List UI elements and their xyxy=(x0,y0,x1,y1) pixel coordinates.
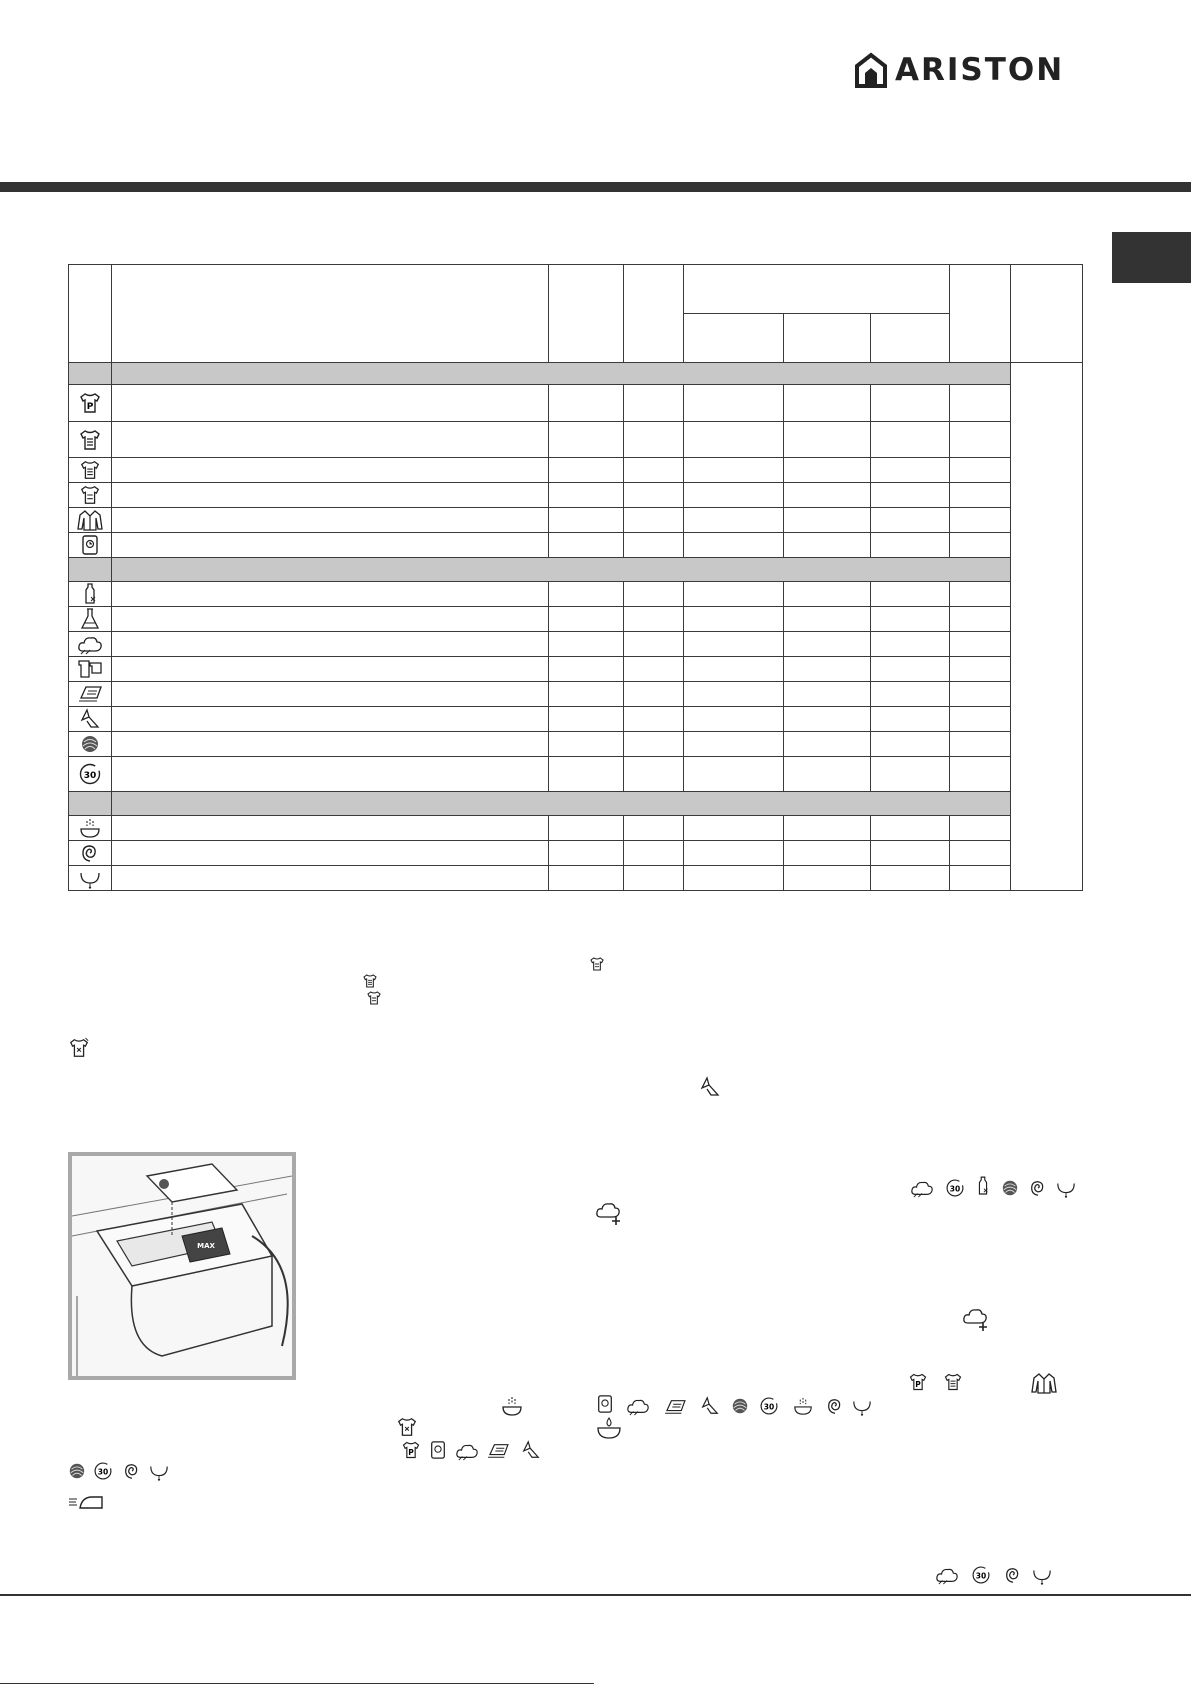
band-cell xyxy=(69,363,112,385)
svg-text:P: P xyxy=(86,402,94,412)
cell xyxy=(549,483,624,508)
steam-cloud-icon xyxy=(935,1565,959,1585)
cell xyxy=(112,508,549,533)
wool-ball-icon xyxy=(80,734,100,754)
wool-ball-icon xyxy=(68,1462,86,1480)
cell xyxy=(549,458,624,483)
blanket-icon xyxy=(663,1398,687,1416)
rinse-icon xyxy=(501,1395,523,1417)
cell xyxy=(549,657,624,682)
spin-spiral-icon xyxy=(1029,1179,1047,1197)
row-icon-cell xyxy=(69,422,112,458)
cell xyxy=(112,757,549,792)
header-cell xyxy=(549,265,624,363)
wool-ball-icon xyxy=(1001,1179,1019,1197)
table-row xyxy=(69,385,1083,422)
row-icon-cell xyxy=(69,582,112,607)
spin-spiral-icon xyxy=(826,1397,844,1415)
cell xyxy=(684,841,784,866)
drain-icon xyxy=(1032,1565,1052,1585)
cell xyxy=(950,422,1011,458)
cell xyxy=(684,732,784,757)
silk-scarf-icon xyxy=(521,1440,541,1460)
steam-cloud-icon xyxy=(910,1178,934,1198)
band-cell xyxy=(69,792,112,816)
rinse-icon xyxy=(793,1396,813,1416)
flask-icon xyxy=(80,608,100,630)
row-icon-cell xyxy=(69,508,112,533)
cell xyxy=(684,866,784,891)
cell xyxy=(950,682,1011,707)
cell xyxy=(784,607,871,632)
row-icon-cell xyxy=(69,607,112,632)
table-row xyxy=(69,707,1083,732)
programme-table xyxy=(68,264,1083,891)
tshirt-lines-icon xyxy=(79,459,101,481)
steam-plus-icon xyxy=(595,1199,625,1229)
cell xyxy=(784,632,871,657)
row-icon-cell xyxy=(69,657,112,682)
notes-column xyxy=(1011,363,1083,891)
cell xyxy=(950,607,1011,632)
drain-icon xyxy=(79,867,101,889)
table-row xyxy=(69,682,1083,707)
cell xyxy=(784,483,871,508)
cell xyxy=(684,632,784,657)
silk-scarf-icon xyxy=(79,708,101,730)
brand-logo xyxy=(853,52,1064,88)
timer-box-icon xyxy=(429,1440,447,1460)
cell xyxy=(684,757,784,792)
cell xyxy=(950,757,1011,792)
max-level-label: MAX xyxy=(197,1242,215,1250)
cell xyxy=(784,816,871,841)
table-row xyxy=(69,483,1083,508)
cell xyxy=(784,508,871,533)
row-icon-cell xyxy=(69,816,112,841)
cell xyxy=(684,582,784,607)
cell xyxy=(950,632,1011,657)
cell xyxy=(871,707,950,732)
wool-ball-icon xyxy=(731,1397,749,1415)
rinse-icon xyxy=(79,817,101,839)
svg-text:30: 30 xyxy=(97,1467,109,1477)
footnote-rule xyxy=(0,1683,594,1684)
cell xyxy=(684,385,784,422)
row-icon-cell xyxy=(69,732,112,757)
cell xyxy=(871,458,950,483)
cell xyxy=(549,508,624,533)
table-row xyxy=(69,582,1083,607)
cell xyxy=(549,533,624,558)
table-group-band xyxy=(69,792,1083,816)
jacket-icon xyxy=(1031,1372,1057,1394)
cell xyxy=(624,607,684,632)
cell xyxy=(684,707,784,732)
row-icon-cell xyxy=(69,483,112,508)
cell xyxy=(684,816,784,841)
blanket-icon xyxy=(77,684,103,704)
cell xyxy=(684,422,784,458)
svg-text:30: 30 xyxy=(949,1184,961,1194)
header-cell xyxy=(684,265,950,314)
detergent-drawer-illustration xyxy=(68,1152,296,1380)
header-cell xyxy=(112,265,549,363)
express-30-icon xyxy=(971,1565,991,1585)
tshirt-p-icon xyxy=(908,1372,928,1392)
cell xyxy=(624,657,684,682)
iron-icon xyxy=(68,1493,106,1511)
tshirt-cross-icon xyxy=(396,1416,418,1438)
header-cell xyxy=(784,314,871,363)
cell xyxy=(624,385,684,422)
cell xyxy=(549,707,624,732)
silk-scarf-icon xyxy=(699,1076,721,1098)
row-icon-cell xyxy=(69,458,112,483)
cell xyxy=(112,582,549,607)
cell xyxy=(112,385,549,422)
cell xyxy=(112,422,549,458)
timer-box-icon xyxy=(80,534,100,556)
blanket-icon xyxy=(486,1442,510,1460)
svg-text:30: 30 xyxy=(763,1402,775,1412)
cell xyxy=(871,732,950,757)
cell xyxy=(624,422,684,458)
table-row xyxy=(69,841,1083,866)
cell xyxy=(871,816,950,841)
cell xyxy=(784,533,871,558)
cell xyxy=(112,632,549,657)
cell xyxy=(784,458,871,483)
cell xyxy=(784,582,871,607)
cell xyxy=(624,632,684,657)
svg-text:P: P xyxy=(408,1448,414,1457)
cell xyxy=(684,682,784,707)
cell xyxy=(684,508,784,533)
cell xyxy=(950,866,1011,891)
cell xyxy=(871,385,950,422)
cell xyxy=(784,841,871,866)
spin-spiral-icon xyxy=(1004,1566,1022,1584)
steam-cloud-icon xyxy=(77,633,103,655)
cell xyxy=(950,841,1011,866)
row-icon-cell xyxy=(69,757,112,792)
header-cell xyxy=(1011,265,1083,363)
cell xyxy=(871,866,950,891)
table-row xyxy=(69,657,1083,682)
table-group-band xyxy=(69,558,1083,582)
cell xyxy=(950,732,1011,757)
cell xyxy=(549,732,624,757)
cell xyxy=(549,841,624,866)
cell xyxy=(549,607,624,632)
cell xyxy=(684,607,784,632)
cell xyxy=(624,707,684,732)
table-group-band xyxy=(69,363,1083,385)
drain-icon xyxy=(852,1396,872,1416)
table-row xyxy=(69,816,1083,841)
cell xyxy=(624,866,684,891)
drain-icon xyxy=(149,1461,169,1481)
table-row xyxy=(69,632,1083,657)
band-cell xyxy=(112,792,1011,816)
table-row xyxy=(69,458,1083,483)
row-icon-cell xyxy=(69,707,112,732)
tshirt-p-icon xyxy=(78,391,102,415)
cell xyxy=(950,483,1011,508)
cell xyxy=(112,816,549,841)
cell xyxy=(950,508,1011,533)
cell xyxy=(112,866,549,891)
header-bar xyxy=(0,182,1191,192)
cell xyxy=(871,682,950,707)
cell xyxy=(784,707,871,732)
row-icon-cell xyxy=(69,682,112,707)
cell xyxy=(784,385,871,422)
svg-text:30: 30 xyxy=(83,771,97,781)
cell xyxy=(684,533,784,558)
row-icon-cell xyxy=(69,866,112,891)
baby-bottle-icon xyxy=(81,583,99,605)
tshirt-lines-icon xyxy=(79,484,101,506)
band-cell xyxy=(112,363,1011,385)
cell xyxy=(950,707,1011,732)
cell xyxy=(112,657,549,682)
cell xyxy=(871,841,950,866)
cell xyxy=(784,682,871,707)
cell xyxy=(784,657,871,682)
cell xyxy=(549,632,624,657)
cell xyxy=(624,682,684,707)
cell xyxy=(112,607,549,632)
cell xyxy=(549,582,624,607)
tshirt-lines-icon xyxy=(78,428,102,452)
table-row xyxy=(69,422,1083,458)
cell xyxy=(549,682,624,707)
table-header-row xyxy=(69,265,1083,314)
steam-cloud-icon xyxy=(455,1441,479,1461)
cell xyxy=(549,866,624,891)
cell xyxy=(871,757,950,792)
silk-scarf-icon xyxy=(700,1396,720,1416)
svg-text:P: P xyxy=(915,1380,921,1389)
cell xyxy=(784,757,871,792)
table-row xyxy=(69,866,1083,891)
row-icon-cell xyxy=(69,533,112,558)
cell xyxy=(112,682,549,707)
tshirt-cross-icon xyxy=(68,1037,90,1059)
cell xyxy=(624,816,684,841)
cell xyxy=(684,458,784,483)
cell xyxy=(624,508,684,533)
cell xyxy=(871,508,950,533)
table-row xyxy=(69,533,1083,558)
header-cell xyxy=(950,265,1011,363)
cell xyxy=(684,657,784,682)
express-30-icon xyxy=(759,1396,779,1416)
row-icon-cell xyxy=(69,841,112,866)
steam-plus-icon xyxy=(962,1305,992,1335)
baby-bottle-icon xyxy=(975,1176,991,1196)
timer-box-icon xyxy=(596,1394,614,1414)
cell xyxy=(950,816,1011,841)
cell xyxy=(624,732,684,757)
cell xyxy=(871,657,950,682)
cell xyxy=(871,632,950,657)
band-cell xyxy=(112,558,1011,582)
tshirt-lines-icon xyxy=(943,1372,963,1392)
row-icon-cell xyxy=(69,385,112,422)
brand-name: ARISTON xyxy=(895,52,1065,88)
language-tab xyxy=(1112,232,1191,283)
band-cell xyxy=(69,558,112,582)
tshirt-p-icon xyxy=(401,1440,421,1460)
cell xyxy=(950,385,1011,422)
jacket-icon xyxy=(77,509,103,531)
cell xyxy=(624,533,684,558)
express-30-icon xyxy=(945,1178,965,1198)
cell xyxy=(950,582,1011,607)
cell xyxy=(784,732,871,757)
cell xyxy=(624,757,684,792)
cell xyxy=(871,422,950,458)
cell xyxy=(549,757,624,792)
cell xyxy=(112,732,549,757)
cell xyxy=(950,657,1011,682)
cell xyxy=(950,458,1011,483)
cell xyxy=(549,816,624,841)
cell xyxy=(112,483,549,508)
cell xyxy=(624,483,684,508)
cell xyxy=(624,841,684,866)
cell xyxy=(112,458,549,483)
cell xyxy=(112,841,549,866)
express-30-icon xyxy=(78,762,102,786)
header-cell xyxy=(871,314,950,363)
drain-icon xyxy=(1056,1178,1076,1198)
header-cell xyxy=(69,265,112,363)
steam-cloud-icon xyxy=(626,1396,650,1416)
svg-text:30: 30 xyxy=(975,1571,987,1581)
cell xyxy=(950,533,1011,558)
table-row xyxy=(69,508,1083,533)
table-row xyxy=(69,607,1083,632)
cell xyxy=(871,483,950,508)
cell xyxy=(684,483,784,508)
cell xyxy=(871,607,950,632)
table-row xyxy=(69,757,1083,792)
cell xyxy=(112,533,549,558)
tshirt-lines-icon xyxy=(366,990,382,1006)
table-row xyxy=(69,732,1083,757)
rinse-drop-icon xyxy=(596,1416,622,1440)
cell xyxy=(784,422,871,458)
cell xyxy=(549,385,624,422)
spin-spiral-icon xyxy=(80,843,100,863)
footer-rule xyxy=(0,1594,1191,1596)
towels-icon xyxy=(77,659,103,679)
express-30-icon xyxy=(93,1461,113,1481)
cell xyxy=(112,707,549,732)
cell xyxy=(624,582,684,607)
house-outline-icon xyxy=(853,52,889,88)
spin-spiral-icon xyxy=(123,1462,141,1480)
header-cell xyxy=(684,314,784,363)
cell xyxy=(871,533,950,558)
tshirt-lines-icon xyxy=(589,956,605,972)
cell xyxy=(549,422,624,458)
cell xyxy=(784,866,871,891)
header-cell xyxy=(624,265,684,363)
cell xyxy=(624,458,684,483)
row-icon-cell xyxy=(69,632,112,657)
cell xyxy=(871,582,950,607)
tshirt-lines-icon xyxy=(362,973,378,989)
